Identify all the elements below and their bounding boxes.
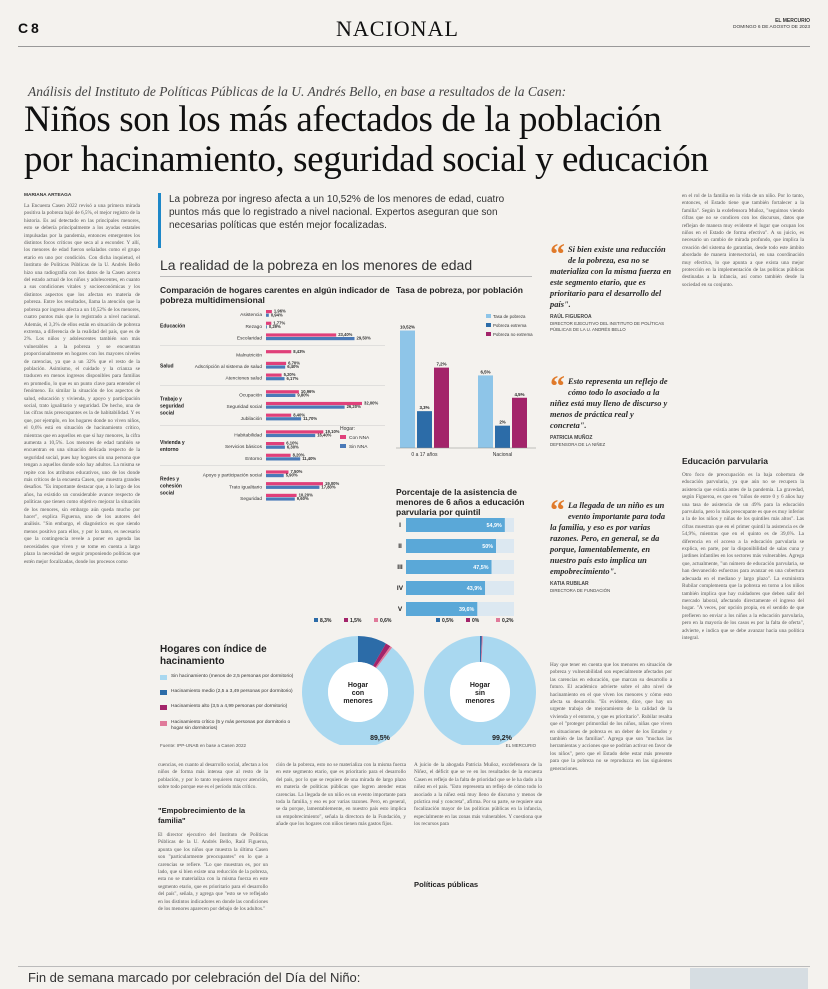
legend-swatch: [486, 314, 491, 318]
indicator-label: Adscripción al sistema de salud: [194, 365, 262, 370]
pie-top-swatch: [344, 618, 348, 622]
bar-sin-nna: [266, 446, 285, 449]
legend-label: Sin hacinamiento (menos de 2,5 personas por dormitorio): [171, 674, 294, 679]
bar-value-label: 8,43%: [293, 348, 306, 354]
bar-value-label: 6,5%: [480, 369, 491, 375]
graphic-credit: EL MERCURIO: [505, 743, 536, 748]
legend-swatch: [160, 690, 167, 695]
bar-value-label: 19,00%: [325, 480, 340, 486]
indicator-label: Ocupación: [239, 393, 262, 399]
bar-value-label: 29,50%: [356, 335, 371, 341]
bar-con-nna: [266, 482, 323, 485]
group-label: seguridad: [160, 403, 184, 410]
group-label: social: [160, 410, 175, 417]
pie-main-value: 89,5%: [370, 735, 390, 742]
headline-line-2: por hacinamiento, seguridad social y educación: [24, 139, 709, 180]
bar-value-label: 3,3%: [419, 405, 430, 411]
group-label: Redes y: [160, 476, 180, 483]
chart-poverty-rate: [394, 298, 540, 478]
bar-con-nna: [266, 414, 291, 417]
legend-label: Tasa de pobreza: [493, 314, 526, 319]
group-label: social: [160, 490, 175, 497]
bar-sin-nna: [266, 365, 285, 368]
bar-pobreza-extrema: [495, 426, 510, 448]
body-column-6: Hay que tener en cuenta que los menores en situación de pobreza y vulnerabilidad son especialmente afectados por las carencias en educación, que marcan su desarrollo a futuro. El académico advierte sobre el alto nivel de hacinamiento en el que viven los menores y cómo esto afecta su desarrollo. "Es evidente, dice, que hay un urgente trabajo de mejoramiento de la calidad de la vivienda y el entorno, y que es prioritario". Rubilar resalta que el "proteger primordial de los niños, niñas que viven en situaciones de pobreza es un deber de los Estados y también de las familias". Agrega que son "muchas las herramientas y acciones que se podrían activar en favor de los niños", pero que el Estado debe estar más presente para que la pobreza no se reproduzca en las siguientes generaciones.: [550, 662, 672, 772]
bar-value-label: 6,70%: [288, 360, 300, 366]
bar-value-label: 6,30%: [286, 444, 299, 450]
quote-2-role: DEFENSORA DE LA NIÑEZ: [550, 442, 606, 447]
bar-value-label: 5,90%: [285, 472, 298, 478]
quintile-label: IV: [396, 585, 404, 592]
section-name: NACIONAL: [336, 16, 459, 41]
bar-con-nna: [266, 362, 286, 365]
article-headline: [24, 100, 814, 180]
issue-date: DOMINGO 6 DE AGOSTO DE 2023: [733, 25, 810, 30]
indicator-label: Asistencia: [240, 313, 262, 319]
chart3-title: Porcentaje de la asistencia de menores de 6 años a educación parvularia por quintil: [396, 487, 525, 517]
pie-small-value: 0,6%: [380, 618, 392, 624]
quote-3-role: DIRECTORA DE FUNDACIÓN: [550, 588, 611, 593]
bar-value-label: 7,2%: [436, 361, 447, 367]
article-kicker: Análisis del Instituto de Políticas Públicas de la U. Andrés Bello, en base a resultados de la Casen:: [28, 84, 567, 99]
group-label: entorno: [160, 447, 179, 454]
body-column-5a: A juicio de la abogada Patricia Muñoz, excdefensora de la Niñez, el déficit que se ve en los resultados de la encuesta Casen es reflejo de la falta de prioridad que se le ha dado a la niñez en el país. "Esto representa un reflejo de cómo todo lo asociado a la niñez está muy lleno de discurso y menos de práctica real y concreta", afirma. Por su parte, se requiere una focalización mayor de las políticas públicas en la infancia, especialmente en las zonas más vulnerables. Y cuestiona que los recursos para: [414, 762, 542, 828]
legend-swatch: [340, 444, 346, 448]
bar-pobreza-no-extrema: [434, 368, 449, 448]
pie-small-value: 0,2%: [502, 618, 514, 624]
bar-pobreza-extrema: [417, 411, 432, 448]
bar-value-label: 32,00%: [364, 400, 379, 406]
byline: MARIANA ARTEAGA: [24, 193, 72, 198]
legend-swatch: [340, 435, 346, 439]
pie-center-label: menores: [465, 698, 495, 705]
bar-value-label: 2%: [499, 419, 506, 425]
headline-line-1: Niños son los más afectados de la población: [24, 99, 662, 140]
category-label: 0 a 17 años: [411, 452, 438, 458]
pie-center-label: con: [351, 690, 365, 697]
bar-value-label: 0,94%: [270, 312, 283, 318]
bar-value-label: 9,80%: [297, 392, 310, 398]
indicator-label: Habitabilidad: [234, 433, 262, 439]
pie-top-swatch: [466, 618, 470, 622]
legend-label: Hacinamiento alto (3,5 a 4,99 personas por dormitorio): [171, 704, 288, 710]
subhead-educacion: Educación parvularia: [682, 456, 768, 466]
bar-pobreza-no-extrema: [512, 398, 527, 448]
pie-top-swatch: [374, 618, 378, 622]
bar-value-label: 10,52%: [400, 324, 415, 330]
bar-tasa-de-pobreza: [478, 375, 493, 448]
bar-tasa-de-pobreza: [400, 331, 415, 448]
lede-box: [158, 193, 536, 248]
body-column-7: en el rol de la familia en la vida de un niño. Por lo tanto, entonces, el Estado tiene que también fortalecer a la familia". Según la exdefensora Muñoz, "seguimos viendo cifras que no se condicen con los discursos, datos que reflejan de manera muy evidente el lugar que ocupan los niños en el Estado de forma efectiva". A su juicio, es necesario un cambio de mirada profundo, que implica la creación del sistema de garantías, desde todo este ámbito abordado de manera intersectorial, en una coordinación muy efectiva, lo que apunta a que exista una mejor protección en la implementación de las políticas públicas destinadas a la infancia, así como también desde la sociedad en su conjunto.: [682, 193, 804, 288]
bar-con-nna: [266, 374, 282, 377]
bar-sin-nna: [266, 434, 315, 437]
body-column-3: El director ejecutivo del Instituto de Políticas Públicas de la U. Andrés Bello, Raúl Figueroa, apunta que los niños que muestra la última Casen son "particularmente preocupantes" en lo que a carencias se refiere. "Lo que muestran es, por un lado, que si bien existe una reducción de la pobreza, esta no se materializa con la misma fuerza en este segmento etario, que es prioritario para el desarrollo del país", señala, y agrega que "esto se ve reflejado en los distintos indicadores en donde las condiciones de los menores aparecen por debajo de los adultos.": [158, 832, 268, 913]
legend-swatch: [160, 721, 167, 726]
quote-1: [550, 238, 672, 332]
bar-sin-nna: [266, 377, 285, 380]
pie-center-label: sin: [474, 690, 486, 697]
header-rule: [18, 46, 810, 47]
group-label: Trabajo y: [160, 396, 182, 403]
group-label: Vivienda y: [160, 440, 185, 447]
indicator-label: Malnutrición: [236, 353, 262, 359]
quintile-label: II: [398, 543, 402, 550]
bar-value-label: 23,40%: [338, 332, 353, 338]
bar-value-label: 26,20%: [346, 404, 361, 410]
legend-label: Pobreza no extrema: [493, 332, 533, 337]
quote-1-role: DIRECTOR EJECUTIVO DEL INSTITUTO DE POLÍTICAS PÚBLICAS DE LA U. ANDRÉS BELLO: [550, 321, 665, 332]
indicator-label: Escolaridad: [236, 336, 262, 342]
quote-2-author: PATRICIA MUÑOZ: [550, 435, 593, 441]
legend-label: Sin NNA: [349, 445, 368, 450]
bar-value-label: 47,5%: [473, 565, 489, 571]
pie-center-label: Hogar: [469, 682, 491, 689]
next-article-headline: Fin de semana marcado por celebración del Día del Niño:: [28, 970, 361, 985]
bar-value-label: 0,29%: [268, 324, 281, 329]
quote-mark-icon: “: [550, 238, 565, 271]
bar-value-label: 5,20%: [283, 372, 296, 378]
bar-value-label: 1,96%: [273, 308, 286, 314]
subhead-politicas: Políticas públicas: [414, 880, 479, 889]
legend-title: Hogar:: [340, 426, 356, 432]
body-column-8: Otro foco de preocupación es la baja cobertura de educación parvularia, ya que aún no se recupera la asistencia que existía antes de la pandemia. La gravedad, según Figueroa, es que en "niños de entre 0 y 6 años hay una tasa de asistencia de un 49% para la educación parvularia, pero lo más preocupante es que es muy inferior a la de los niños y niñas de los quintiles más altos". Las cifras muestran que en el primer quintil la asistencia es de 54,9%, mientras que en el quinto es de 39,6%. La diferencia en el acceso a la educación parvularia se explica, en parte, por la disponibilidad de salas cuna y jardines infantiles en los sectores más vulnerables. Agrega que, actualmente, "un número de educación parvularia, se han desvanecido esfuerzos para avanzar en una cobertura adecuada en el mediano y largo plazo". La exministra Rubilar complementa que la pobreza en torno a los niños también implica que hay cuidadores que deben salir del mercado laboral, afectando directamente el ingreso del hogar. "A veces, por opción propia, en el sentido de que prefieren no enviar a los niños a la educación parvularia, pero en la mayoría de los casos es por la falta de oferta", advierte, e indica que se debe avanzar hacia una política integral.: [682, 472, 804, 641]
bar-con-nna: [266, 454, 291, 457]
group-label: cohesión: [160, 483, 182, 490]
pie-legend-item: [160, 720, 300, 732]
group-label: Educación: [160, 323, 186, 330]
legend-label: Hacinamiento crítico (5 y más personas por dormitorio o hogar sin dormitorios): [171, 719, 291, 731]
footer-rule: [18, 966, 810, 967]
quote-3-author: KATIA RUBILAR: [550, 581, 589, 587]
indicator-label: Apoyo y participación social: [202, 473, 262, 479]
bar-value-label: 6,40%: [287, 364, 300, 370]
indicator-label: Rezago: [245, 324, 262, 330]
bar-sin-nna: [266, 474, 284, 477]
pie-legend: [160, 674, 300, 741]
pie-small-value: 0,5%: [442, 618, 454, 624]
pie-legend-item: [160, 689, 300, 695]
bar-value-label: 39,6%: [458, 607, 475, 613]
indicator-label: Seguridad: [240, 497, 262, 502]
pie-main-value: 99,2%: [492, 735, 512, 742]
bar-value-label: 50%: [482, 544, 493, 550]
legend-label: Con NNA: [349, 436, 370, 441]
bar-sin-nna: [266, 457, 300, 460]
legend-swatch: [160, 675, 167, 680]
legend-swatch: [486, 323, 491, 327]
quote-3: [550, 494, 672, 594]
quote-1-text: Si bien existe una reducción de la pobreza, esa no se materializa con la misma fuerza en este segmento etario, que es prioritario para el desarrollo del país".: [550, 245, 672, 309]
bar-sin-nna: [266, 325, 267, 328]
indicator-label: Trato igualitario: [229, 485, 262, 491]
bar-value-label: 10,96%: [300, 388, 316, 394]
bar-con-nna: [266, 442, 284, 445]
bar-value-label: 16,40%: [317, 432, 332, 438]
bar-value-label: 6,17%: [286, 375, 299, 381]
bar-value-label: 1,77%: [273, 320, 286, 326]
bar-value-label: 8,40%: [293, 412, 306, 418]
chart2-title: Tasa de pobreza, por población: [396, 285, 523, 295]
indicator-label: Seguridad social: [226, 405, 262, 411]
infographic-title: La realidad de la pobreza en los menores de edad: [160, 257, 473, 273]
bar-value-label: 19,10%: [325, 429, 340, 434]
quintile-label: III: [397, 564, 403, 571]
pie-top-swatch: [436, 618, 440, 622]
legend-swatch: [160, 705, 167, 710]
quote-2: [550, 370, 672, 448]
infographic-rule: [160, 276, 532, 277]
chart4-title: Hogares con índice de hacinamiento: [160, 644, 267, 667]
chart-hacinamiento: [300, 610, 540, 745]
group-label: Salud: [160, 363, 174, 370]
bar-value-label: 17,80%: [321, 484, 336, 490]
pie-center-label: Hogar: [347, 682, 369, 689]
next-article-photo: [690, 968, 808, 989]
legend-label: Pobreza extrema: [493, 323, 527, 328]
bar-value-label: 10,20%: [298, 492, 313, 498]
right-column: [682, 193, 804, 970]
bar-value-label: 11,40%: [302, 456, 317, 461]
bar-value-label: 43,9%: [466, 586, 483, 592]
pie-top-swatch: [314, 618, 318, 622]
indicator-label: Servicios básicos: [224, 445, 262, 451]
quintile-label: V: [397, 606, 403, 613]
pie-legend-item: [160, 674, 300, 680]
quote-mark-icon: “: [550, 494, 565, 527]
pie-small-value: 8,3%: [320, 618, 332, 624]
bar-sin-nna: [266, 486, 319, 489]
bar-value-label: 4,5%: [514, 391, 525, 397]
bar-sin-nna: [266, 337, 355, 340]
quintile-label: I: [399, 522, 401, 529]
page-number: C 8: [18, 20, 39, 36]
infographic: [150, 252, 542, 754]
subhead-familia: "Empobrecimiento de la familia": [158, 806, 246, 825]
bar-sin-nna: [266, 497, 295, 500]
chart1-title: Comparación de hogares carentes en algún indicador de pobreza multidimensional: [160, 285, 390, 305]
quote-mark-icon: “: [550, 370, 565, 403]
page-header: [18, 14, 810, 54]
source-note: Fuente: IPP-UNAB en base a Casen 2022: [160, 743, 247, 748]
bar-sin-nna: [266, 314, 269, 317]
bar-sin-nna: [266, 406, 345, 409]
quote-3-text: La llegada de un niño es un evento importante para toda la familia, y eso es por varias razones. Pero, en general, se da porque, lamentablemente, en nuestro país esto implica un empobrecimiento".: [550, 501, 666, 576]
bar-con-nna: [266, 350, 291, 353]
pie-legend-item: [160, 704, 300, 710]
body-column-2: cuencias, en cuanto al desarrollo social, afectan a los niños de forma más intensa que al resto de la población, y por lo tanto requieren mayor atención, sobre todo porque ese es el período más crítico.: [158, 762, 268, 791]
bar-con-nna: [266, 494, 297, 497]
bar-value-label: 54,9%: [486, 523, 502, 529]
pie-small-value: 0%: [472, 618, 480, 624]
pie-top-swatch: [496, 618, 500, 622]
bar-sin-nna: [266, 394, 295, 397]
bar-value-label: 9,60%: [296, 496, 309, 502]
legend-swatch: [486, 332, 491, 336]
bar-value-label: 11,70%: [303, 415, 318, 421]
chart-multidimensional: [150, 308, 395, 598]
bar-sin-nna: [266, 417, 301, 420]
bar-con-nna: [266, 430, 323, 433]
bar-con-nna: [266, 333, 336, 336]
pie-small-value: 1,5%: [350, 618, 362, 624]
quote-1-author: RAÚL FIGUEROA: [550, 314, 592, 320]
newspaper-brand: EL MERCURIO: [775, 18, 810, 24]
indicator-label: Atenciones salud: [225, 376, 262, 382]
lede-text: La pobreza por ingreso afecta a un 10,52% de los menores de edad, cuatro puntos más que lo registrado a nivel nacional. Expertos aseguran que son necesarias políticas que estén mejor focalizadas.: [169, 194, 505, 231]
bar-value-label: 6,10%: [286, 440, 299, 446]
body-column-4: ción de la pobreza, esto no se materializa con la misma fuerza en este segmento etario, que es prioritario para el desarrollo del país, por lo que se requiere de una mirada de largo plazo en materia de políticas públicas que logren atender estas carencias. La llegada de un niño es un evento importante para toda la familia, y eso es por varias razones. Pero, en general, se da porque, lamentablemente, en nuestro país esto implica un empobrecimiento", señala la directora de la Fundación, y añade que los hogares con niños tienen más gastos fijos.: [276, 762, 406, 828]
bar-con-nna: [266, 390, 299, 393]
legend-label: Hacinamiento medio (2,5 a 3,49 personas por dormitorio): [171, 689, 293, 695]
bar-value-label: 8,20%: [292, 452, 305, 458]
category-label: Nacional: [492, 452, 513, 458]
indicator-label: Entorno: [245, 456, 262, 462]
body-column-1: La Encuesta Casen 2022 revisó a una primera mirada positiva la pobreza bajó de 6,5%, el mejor registro de la historia. Es así detectado en las principales menores, esto se debería principalmente a los ayudas estatales impulsadas por la pandemia, entonces emergentes los distintos focos críticos que seca al a esconder. Y allí, los menores de edad fueron señalados como el grupo etario en uno por condición. Con dicha inquietud, el Instituto de Políticas Públicas de la U. Andrés Bello hizo una radiografía con los datos de la Casen acerca del estado actual de los niños y adolescentes, en cuanto a sus condiciones vitales y socioeconómicas y los distintos aspectos que los afectan en materia de pobreza. Entre los resultados, llama la atención que la pobreza por ingreso afecta a un 10,52% de los menores, cuatro puntos más que lo registrado a nivel nacional. Además, el 3,3% de ellos están en situación de pobreza extrema, a diferencia de la realidad del país, que es de 2%. Los niños y adolescentes también son más vulnerables a la pobreza y se encuentran proporcionalmente en hogares con los mayores niveles de carencias, ya que a un 32% que el resto de la población. Asimismo, el cuidado y la crianza se traducen en menos ingresos disponibles para familias en promedio, lo que es un punto clave para entender el fenómeno. Es similar la situación de los aspectos de salud, educación y vivienda, y apoyo y participación social, trato igualitario y seguridad. De hecho, una de las cifras más preocupantes es la de habitabilidad. Y es que, por ejemplo, en los hogares donde no viven niños, el 0,6% está en situación de hacinamiento crítico, mientras que en aquellos en que sí hay menores, la cifra aumenta a 10,5%. Los menores de edad también se encuentran en una situación delicada respecto de la seguridad social, pues hay hogares sin una persona que tengan a aquellos donde solo hay adultos. La misma se repite con los atributos educativos, uno de los donde más críticos de la encuesta Casen, que muestra grandes desafíos. "Es importante destacar que, a lo largo de los años, ha existido un considerable avance respecto de políticas que tienen como objetivo mejorar la situación de los menores, sin embargo aún queda mucho por hacer", explica Figueroa, uno de los autores del análisis. "Sin embargo, el diagnóstico es que siendo menos positivo para ellos, y por lo tanto, es necesario que la contingencia revele a poner en agenda las necesidades que viven y se tome en cuenta a largo plazo la necesidad de seguir proponiendo políticas que estén mejor focalizadas, donde los procesos como: [24, 203, 140, 565]
indicator-label: Jubilación: [240, 416, 262, 422]
pie-center-label: menores: [343, 698, 373, 705]
bar-value-label: 7,50%: [290, 469, 303, 475]
quote-2-text: Esto representa un reflejo de cómo todo lo asociado a la niñez está muy lleno de discurso y menos de práctica real y concreta".: [550, 377, 668, 430]
